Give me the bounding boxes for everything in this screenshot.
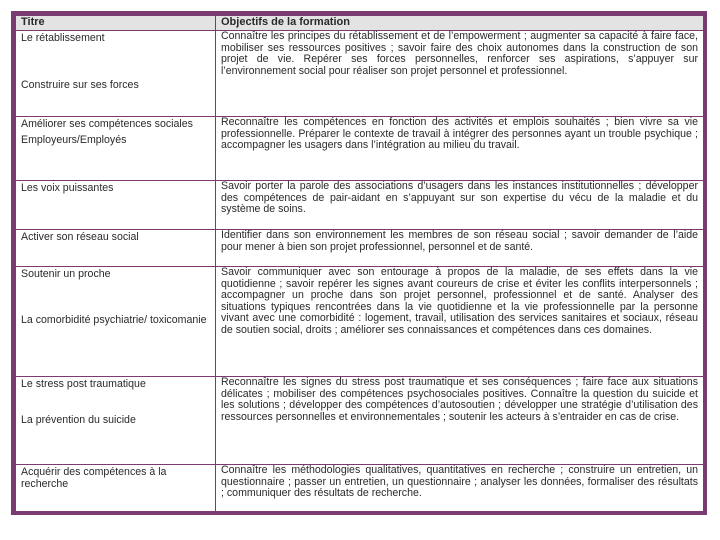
- row-title: Améliorer ses compétences sociales: [21, 118, 193, 130]
- row-title: La prévention du suicide: [21, 413, 136, 426]
- table-row: [16, 377, 704, 465]
- row-objectives: Connaître les méthodologies qualitatives, quantitatives en recherche ; construire un entretien, un questionnaire ; passer un entretien, un questionnaire ; analyser les données, formaliser des résultats ; communiquer des résultats de recherche.: [221, 464, 698, 500]
- table-row: [16, 31, 704, 117]
- row-title: Le stress post traumatique: [21, 378, 146, 390]
- title-cell: [16, 377, 216, 465]
- title-cell: [16, 117, 216, 181]
- row-objectives: Savoir porter la parole des associations d’usagers dans les instances institutionnelles ; développer des compétences de pair-aidant en s’appuyant sur son expertise du vécu de la maladie et du système de soins.: [221, 180, 698, 216]
- objectives-cell: [216, 117, 704, 181]
- header-objectives: Objectifs de la formation: [216, 16, 704, 31]
- table-row: [16, 117, 704, 181]
- row-objectives: Connaître les principes du rétablissement et de l’empowerment ; augmenter sa capacité à faire face, mobiliser ses ressources positives ; savoir faire des choix autonomes dans la construction de son projet de vie. Repérer ses forces personnelles, renforcer ses aspirations, s’appuyer sur l’environnement social pour réaliser son projet personnel et professionnel.: [221, 30, 698, 77]
- row-objectives: Identifier dans son environnement les membres de son réseau social ; savoir demander de l’aide pour mener à bien son projet professionnel, personnel et de santé.: [221, 229, 698, 253]
- objectives-cell: [216, 230, 704, 267]
- table-row: [16, 465, 704, 513]
- row-title: Acquérir des compétences à la recherche: [21, 466, 167, 490]
- table-frame: [11, 11, 707, 515]
- table-header-row: [16, 16, 704, 31]
- objectives-cell: [216, 181, 704, 230]
- row-title: Le rétablissement: [21, 32, 105, 44]
- objectives-cell: [216, 465, 704, 513]
- row-objectives: Reconnaître les signes du stress post traumatique et ses conséquences ; faire face aux situations délicates ; mobiliser des compétences psychosociales positives. Connaître la question du suicide et les solutions ; développer des compétences d’autosoutien ; développer une stratégie d’utilisation des ressources personnelles et environnementales ; soutenir les acteurs à s’entraider en cas de crise.: [221, 376, 698, 423]
- table-row: [16, 230, 704, 267]
- title-cell: [16, 465, 216, 513]
- row-title: Activer son réseau social: [21, 231, 139, 243]
- objectives-cell: [216, 31, 704, 117]
- header-title: Titre: [16, 16, 216, 31]
- objectives-cell: [216, 267, 704, 377]
- objectives-cell: [216, 377, 704, 465]
- row-title: Construire sur ses forces: [21, 78, 139, 91]
- row-title: Les voix puissantes: [21, 182, 114, 194]
- table-row: [16, 267, 704, 377]
- row-title: Soutenir un proche: [21, 268, 111, 280]
- title-cell: [16, 181, 216, 230]
- title-cell: [16, 31, 216, 117]
- row-objectives: Reconnaître les compétences en fonction des activités et emplois souhaités ; bien vivre sa vie professionnelle. Préparer le contexte de travail à intégrer des personnes ayant un trouble psychique ; accompagner les usagers dans l’intégration au milieu du travail.: [221, 116, 698, 152]
- title-cell: [16, 267, 216, 377]
- row-objectives: Savoir communiquer avec son entourage à propos de la maladie, de ses effets dans la vie quotidienne ; savoir repérer les signes avant coureurs de crise et éviter les conflits interpersonnels ; accompagner un proche dans son projet personnel, professionnel et de santé. Analyser des situations typiques rencontrées dans la vie quotidienne et la vie professionnelle par la personne vivant avec une comorbidité : logement, travail, utilisation des services sanitaires et sociaux, réseau de soutien social, droits ; améliorer ses connaissances et compétences dans ces domaines.: [221, 266, 698, 336]
- table-row: [16, 181, 704, 230]
- row-title: La comorbidité psychiatrie/ toxicomanie: [21, 313, 207, 326]
- title-cell: [16, 230, 216, 267]
- row-title: Employeurs/Employés: [21, 133, 127, 146]
- training-table: [15, 15, 704, 513]
